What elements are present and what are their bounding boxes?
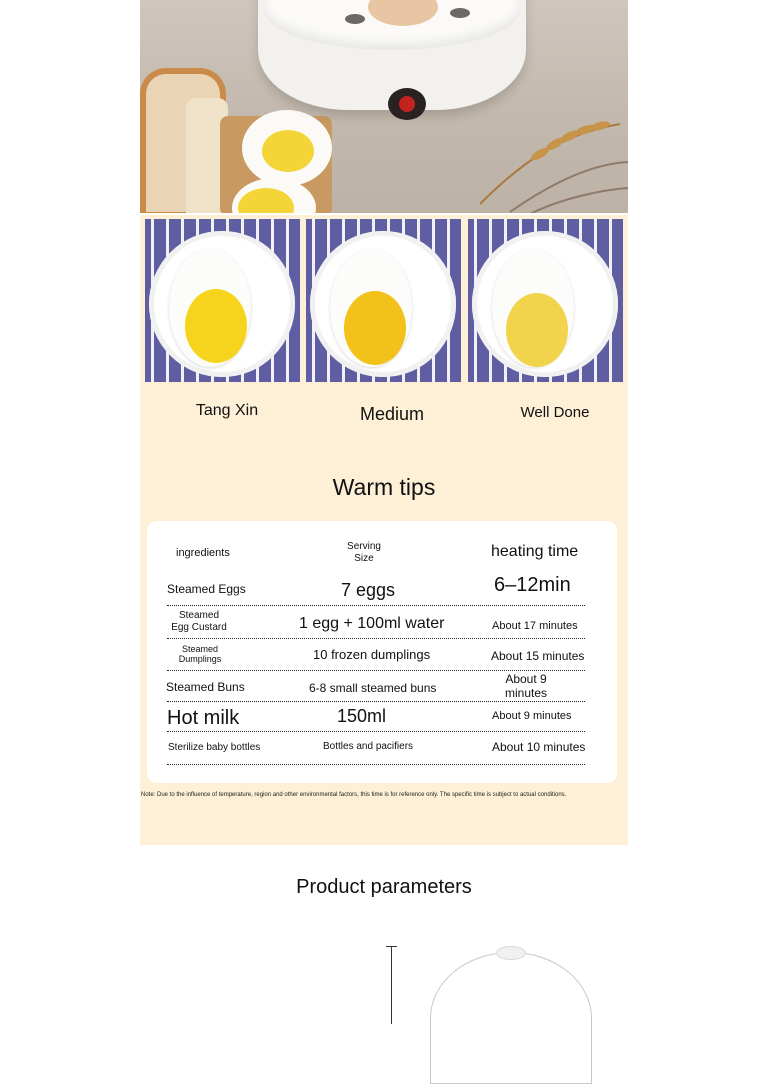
table-cell-serving: 1 egg + 100ml water bbox=[299, 615, 445, 632]
section-title: Product parameters bbox=[296, 876, 472, 898]
wheat-stalks-icon bbox=[470, 104, 628, 213]
table-cell-time: About 9 minutes bbox=[492, 710, 572, 722]
egg-yolk bbox=[506, 293, 568, 367]
table-cell-time: About 15 minutes bbox=[491, 649, 585, 663]
doneness-label: Tang Xin bbox=[195, 402, 259, 419]
plate bbox=[149, 231, 295, 377]
column-header: heating time bbox=[491, 543, 579, 560]
tray-hole bbox=[345, 14, 365, 24]
hero-product-photo bbox=[140, 0, 628, 213]
reference-note: Note: Due to the influence of temperature, region and other environmental factors, this time is for reference only. The specific time is subject to actual conditions. bbox=[141, 792, 567, 798]
dimension-line bbox=[391, 946, 392, 1024]
table-cell-time: About 10 minutes bbox=[492, 740, 586, 754]
egg-photo-well-done bbox=[468, 219, 623, 382]
table-cell-serving: 7 eggs bbox=[341, 580, 396, 600]
table-cell-ingredient: Hot milk bbox=[167, 707, 240, 729]
row-divider bbox=[167, 605, 585, 606]
table-cell-serving: 10 frozen dumplings bbox=[313, 647, 431, 662]
row-divider bbox=[167, 638, 585, 639]
table-cell-serving: Bottles and pacifiers bbox=[323, 741, 414, 752]
power-switch-icon bbox=[388, 88, 426, 120]
lid-knob bbox=[496, 946, 526, 960]
table-cell-ingredient: Steamed Dumplings bbox=[178, 644, 222, 665]
table-cell-serving: 6-8 small steamed buns bbox=[309, 681, 437, 695]
table-cell-ingredient: Sterilize baby bottles bbox=[168, 742, 261, 753]
table-cell-ingredient: Steamed Egg Custard bbox=[171, 610, 227, 633]
row-divider bbox=[167, 670, 585, 671]
egg-yolk bbox=[185, 289, 247, 363]
table-cell-time: About 9 minutes bbox=[504, 672, 548, 700]
row-divider bbox=[167, 701, 585, 702]
tray-hole bbox=[450, 8, 470, 18]
table-cell-time: About 17 minutes bbox=[492, 620, 578, 632]
doneness-label: Medium bbox=[359, 404, 425, 424]
doneness-photo-row bbox=[140, 215, 628, 385]
doneness-label: Well Done bbox=[520, 404, 590, 421]
egg-photo-tang-xin bbox=[145, 219, 300, 382]
row-divider bbox=[167, 731, 585, 732]
boiled-egg-half bbox=[242, 110, 332, 186]
section-title: Warm tips bbox=[332, 474, 436, 500]
egg-yolk bbox=[344, 291, 406, 365]
table-cell-ingredient: Steamed Eggs bbox=[167, 582, 246, 596]
plate bbox=[472, 231, 618, 377]
table-cell-ingredient: Steamed Buns bbox=[166, 680, 245, 694]
table-cell-time: 6–12min bbox=[494, 574, 571, 596]
row-divider bbox=[167, 764, 585, 765]
plate bbox=[310, 231, 456, 377]
egg-photo-medium bbox=[306, 219, 461, 382]
column-header: ingredients bbox=[176, 547, 230, 559]
column-header: Serving Size bbox=[347, 541, 381, 564]
warm-tips-table bbox=[147, 521, 617, 783]
egg-cooker-product-drawing bbox=[430, 952, 592, 1084]
table-cell-serving: 150ml bbox=[337, 706, 387, 726]
